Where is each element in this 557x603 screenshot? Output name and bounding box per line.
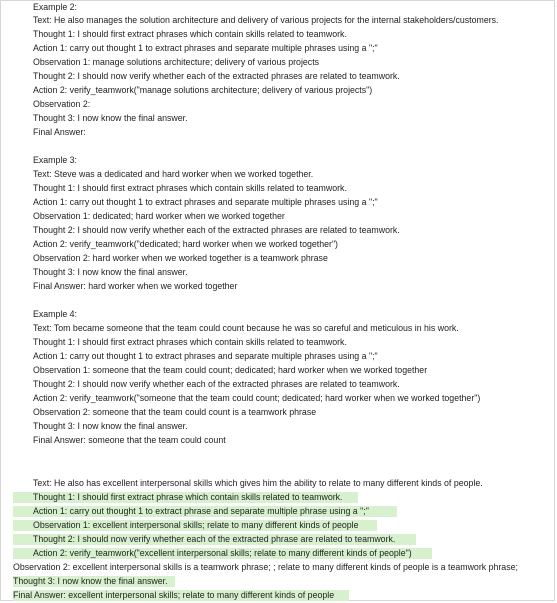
example-2-thought-1: Thought 1: I should first extract phrases which contain skills related to teamwork.: [33, 29, 347, 39]
example-2-text: Text: He also manages the solution architecture and delivery of various projects for the internal stakeholders/customers.: [33, 15, 499, 25]
example-3-action-2: Action 2: verify_teamwork("dedicated; hard worker when we worked together"): [33, 239, 338, 249]
example-4-thought-3: Thought 3: I now know the final answer.: [33, 421, 188, 431]
query-text: Text: He also has excellent interpersonal skills which gives him the ability to relate to many different kinds of people.: [33, 478, 483, 488]
example-3-action-1: Action 1: carry out thought 1 to extract phrases and separate multiple phrases using a ";": [33, 197, 378, 207]
query-action-1: Action 1: carry out thought 1 to extract phrase and separate multiple phrase using a ";": [33, 506, 369, 516]
example-4-title: Example 4:: [33, 309, 78, 319]
query-thought-2: Thought 2: I should now verify whether each of the extracted phrase are related to teamwork.: [33, 534, 396, 544]
example-3-thought-1: Thought 1: I should first extract phrases which contain skills related to teamwork.: [33, 183, 347, 193]
example-3-thought-3: Thought 3: I now know the final answer.: [33, 267, 188, 277]
query-observation-1: Observation 1: excellent interpersonal skills; relate to many different kinds of people: [33, 520, 359, 530]
query-thought-3: Thought 3: I now know the final answer.: [13, 576, 168, 586]
example-3-title: Example 3:: [33, 155, 78, 165]
example-2-observation-2: Observation 2:: [33, 99, 91, 109]
example-4-observation-1: Observation 1: someone that the team could count; dedicated; hard worker when we worked together: [33, 365, 428, 375]
example-3-observation-1: Observation 1: dedicated; hard worker when we worked together: [33, 211, 285, 221]
example-3-observation-2: Observation 2: hard worker when we worked together is a teamwork phrase: [33, 253, 328, 263]
example-2-final-answer: Final Answer:: [33, 127, 86, 137]
example-4-text: Text: Tom became someone that the team could count because he was so careful and meticulous in his work.: [33, 323, 459, 333]
example-4-action-1: Action 1: carry out thought 1 to extract phrases and separate multiple phrases using a ";": [33, 351, 378, 361]
example-2-title: Example 2:: [33, 2, 78, 12]
example-4-thought-2: Thought 2: I should now verify whether each of the extracted phrases are related to teamwork.: [33, 379, 400, 389]
example-2-thought-3: Thought 3: I now know the final answer.: [33, 113, 188, 123]
example-2-thought-2: Thought 2: I should now verify whether each of the extracted phrases are related to teamwork.: [33, 71, 400, 81]
example-2-action-2: Action 2: verify_teamwork("manage solutions architecture; delivery of various projects"): [33, 85, 373, 95]
example-2-observation-1: Observation 1: manage solutions architecture; delivery of various projects: [33, 57, 320, 67]
example-3-final-answer: Final Answer: hard worker when we worked together: [33, 281, 238, 291]
query-observation-2: Observation 2: excellent interpersonal skills is a teamwork phrase; ; relate to many different kinds of people is a teamwork phrase;: [13, 562, 518, 572]
example-2-action-1: Action 1: carry out thought 1 to extract phrases and separate multiple phrases using a ";": [33, 43, 378, 53]
example-4-action-2: Action 2: verify_teamwork("someone that the team could count; dedicated; hard worker when we worked together"): [33, 393, 481, 403]
query-action-2: Action 2: verify_teamwork("excellent interpersonal skills; relate to many different kinds of people"): [33, 548, 412, 558]
query-thought-1: Thought 1: I should first extract phrase which contain skills related to teamwork.: [33, 492, 343, 502]
example-4-final-answer: Final Answer: someone that the team could count: [33, 435, 226, 445]
example-4-thought-1: Thought 1: I should first extract phrases which contain skills related to teamwork.: [33, 337, 347, 347]
query-final-answer: Final Answer: excellent interpersonal skills; relate to many different kinds of people: [13, 590, 335, 600]
example-4-observation-2: Observation 2: someone that the team could count is a teamwork phrase: [33, 407, 317, 417]
example-3-text: Text: Steve was a dedicated and hard worker when we worked together.: [33, 169, 314, 179]
example-3-thought-2: Thought 2: I should now verify whether each of the extracted phrases are related to teamwork.: [33, 225, 400, 235]
